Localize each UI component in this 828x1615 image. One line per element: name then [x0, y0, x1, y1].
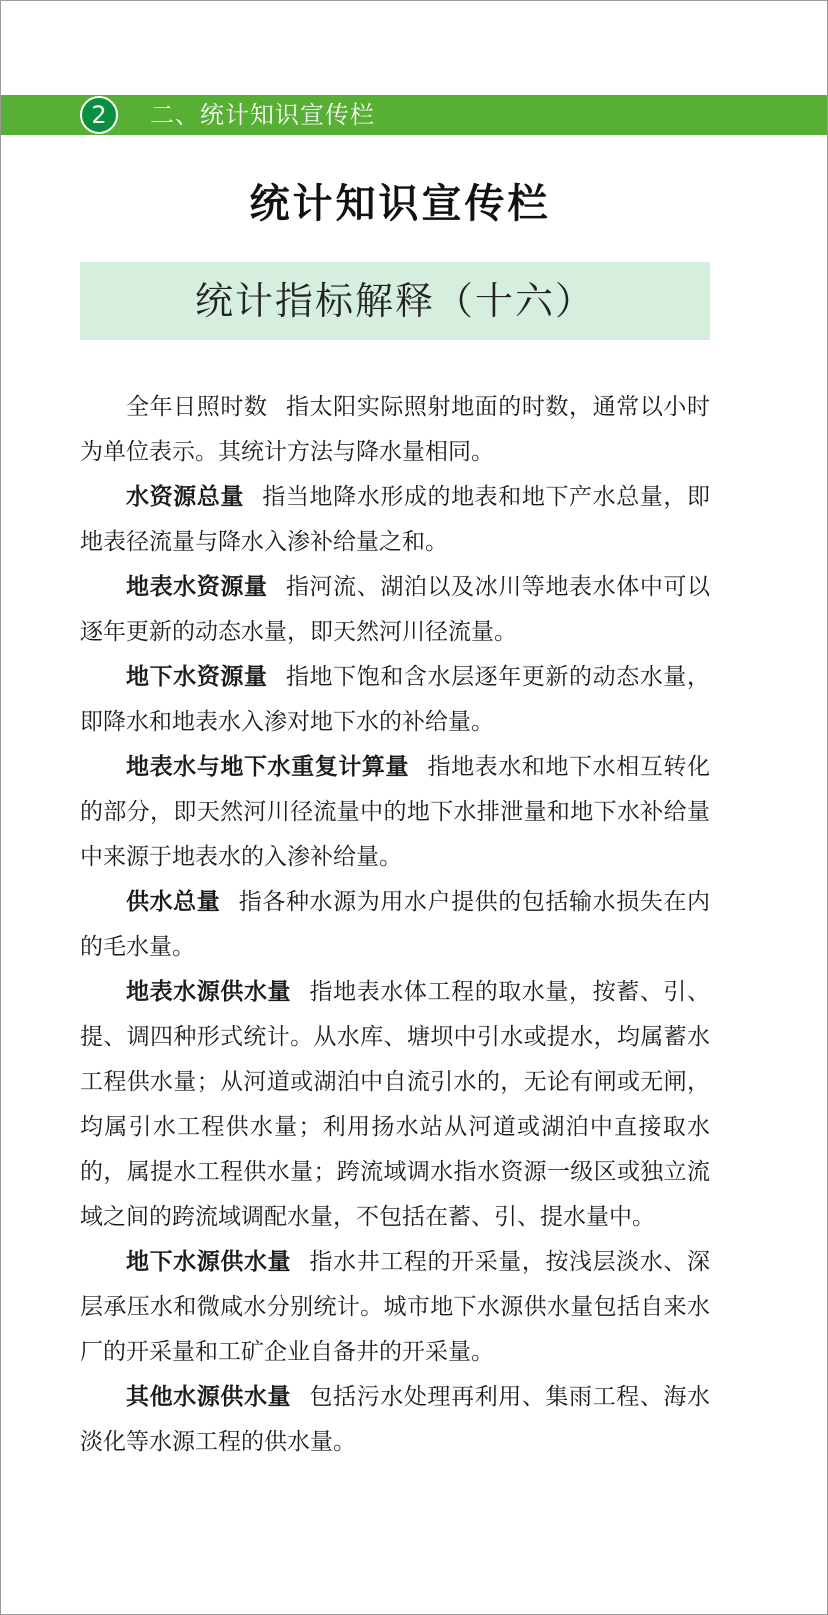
- subtitle: 统计指标解释（十六）: [194, 279, 595, 323]
- definition-text: 指当地降水形成的地表和地下产水总量，即地表径流量与降水入渗补给量之和。: [80, 484, 711, 555]
- section-header-title: 二、统计知识宣传栏: [150, 101, 375, 129]
- definition-text: 指河流、湖泊以及冰川等地表水体中可以逐年更新的动态水量，即天然河川径流量。: [80, 574, 711, 645]
- definition-paragraph: [80, 880, 710, 970]
- definition-text: 指地下饱和含水层逐年更新的动态水量，即降水和地表水入渗对地下水的补给量。: [80, 664, 711, 735]
- section-number-badge: 2: [80, 96, 118, 134]
- definition-text: 指地表水和地下水相互转化的部分，即天然河川径流量中的地下水排泄量和地下水补给量中来源于地表水的入渗补给量。: [80, 754, 711, 870]
- definition-term: 地表水资源量: [126, 574, 268, 600]
- definition-paragraph: [80, 565, 710, 655]
- definition-text: 指各种水源为用水户提供的包括输水损失在内的毛水量。: [80, 889, 711, 960]
- definition-text: 指水井工程的开采量，按浅层淡水、深层承压水和微咸水分别统计。城市地下水源供水量包括自来水厂的开采量和工矿企业自备井的开采量。: [80, 1249, 711, 1365]
- definitions-list: [80, 385, 710, 1465]
- definition-term: 地下水资源量: [126, 664, 268, 690]
- definition-term: 地表水与地下水重复计算量: [126, 754, 410, 780]
- definition-term: 地表水源供水量: [126, 979, 292, 1005]
- definition-paragraph: [80, 385, 710, 475]
- definition-term: 其他水源供水量: [126, 1384, 292, 1410]
- definition-paragraph: [80, 970, 710, 1240]
- definition-text: 指地表水体工程的取水量，按蓄、引、提、调四种形式统计。从水库、塘坝中引水或提水，均属蓄水工程供水量；从河道或湖泊中自流引水的，无论有闸或无闸，均属引水工程供水量；利用扬水站从河道或湖泊中直接取水的，属提水工程供水量；跨流域调水指水资源一级区或独立流域之间的跨流域调配水量，不包括在蓄、引、提水量中。: [80, 979, 711, 1230]
- definition-term: 全年日照时数: [126, 394, 268, 420]
- definition-paragraph: [80, 655, 710, 745]
- definition-text: 包括污水处理再利用、集雨工程、海水淡化等水源工程的供水量。: [80, 1384, 711, 1455]
- definition-paragraph: [80, 1240, 710, 1375]
- definition-text: 指太阳实际照射地面的时数，通常以小时为单位表示。其统计方法与降水量相同。: [80, 394, 711, 465]
- section-header-band: [1, 95, 827, 135]
- definition-paragraph: [80, 1375, 710, 1465]
- definition-paragraph: [80, 745, 710, 880]
- definition-term: 供水总量: [126, 889, 221, 915]
- definition-term: 水资源总量: [126, 484, 244, 510]
- definition-term: 地下水源供水量: [126, 1249, 292, 1275]
- definition-paragraph: [80, 475, 710, 565]
- page-title: 统计知识宣传栏: [249, 181, 551, 227]
- subtitle-box: [80, 262, 710, 340]
